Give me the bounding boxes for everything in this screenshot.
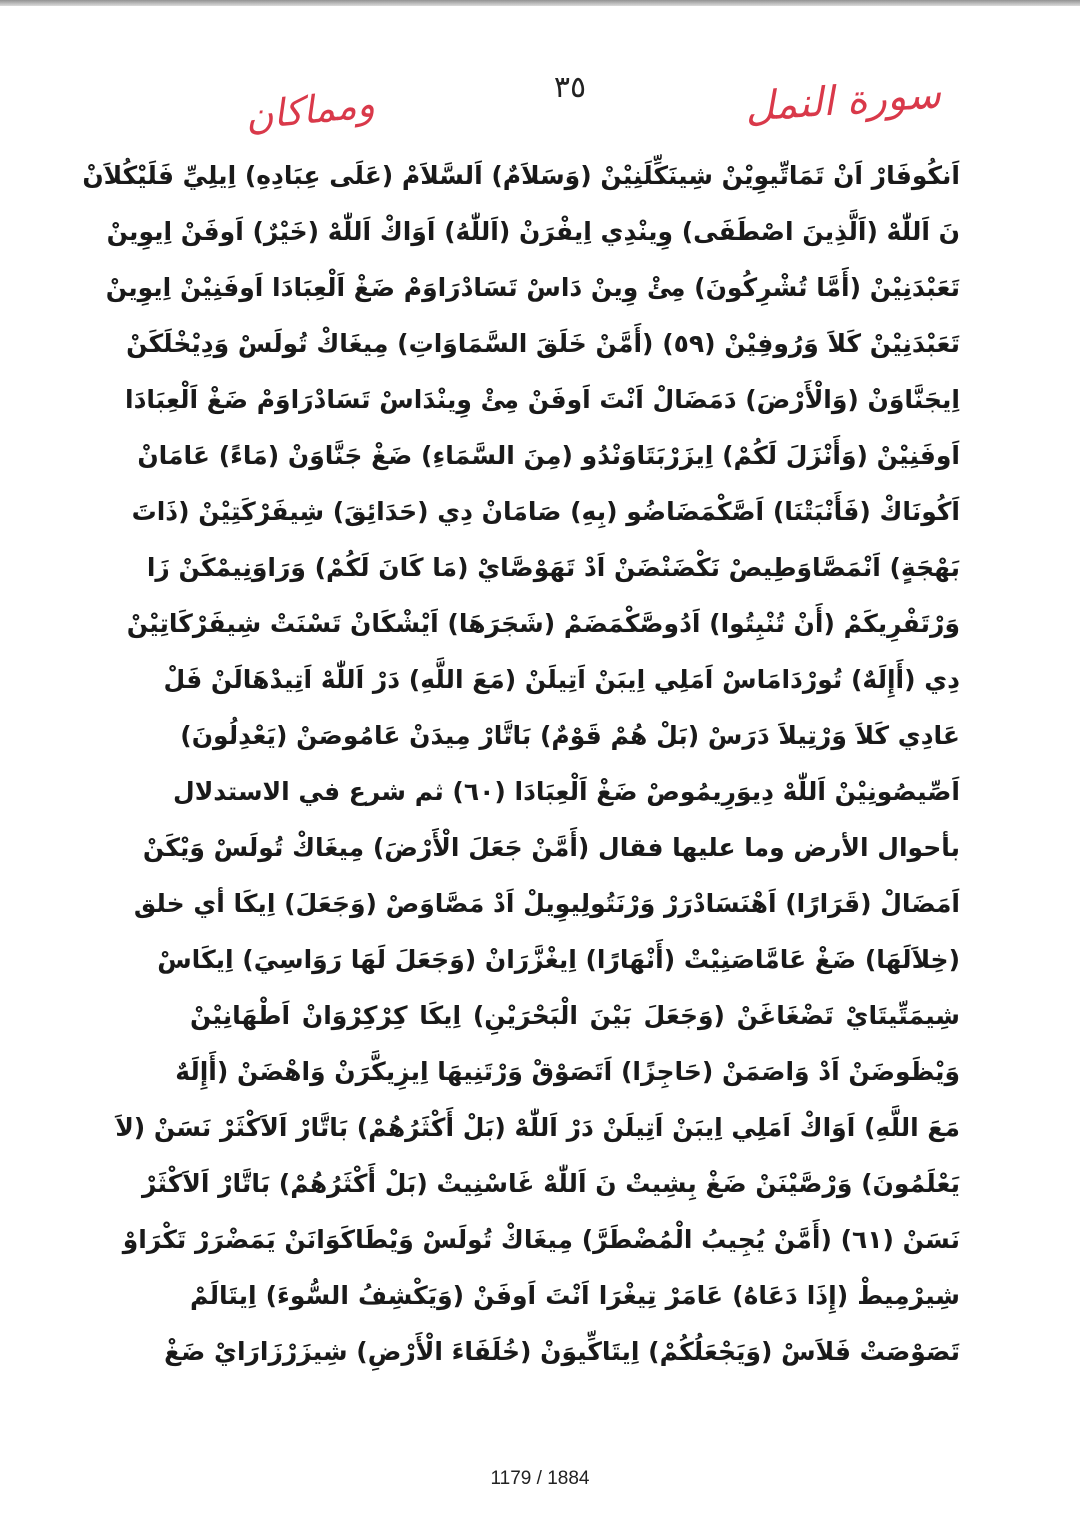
handwritten-annotation-left: ومماكان [243,81,377,139]
pagination-indicator: 1179 / 1884 [490,1468,590,1489]
text-line: عَادِي كَلاَ وَرْتِيلاَ دَرَسْ (بَلْ هُمْ قَوْمٌ) بَاتَّارْ مِيدَنْ عَامُوصَنْ (يَعْدِلُونَ) [180,721,960,750]
text-line: اِيجَنَّاوَنْ (وَالْأَرْضَ) دَمَضَالْ اَنْتَ اَوفَنْ مِئْ وِينْدَاسْ تَسَادْرَاوَمْ ضَغْ اَلْعِبَادَا [125,385,960,414]
text-line: نَسَنْ (٦١) (أَمَّنْ يُجِيبُ الْمُضْطَرَّ) مِيغَاكْ تُولَسْ وَيْطَاكَوَانَنْ يَمَضْرَرْ تَكْرَاوْ [122,1225,960,1254]
handwritten-annotation-surah: سورة النمل [743,71,943,131]
text-line: اَوفَنِيْنْ (وَأَنْزَلَ لَكُمْ) اِيزَرْبَتَاوَنْدُو (مِنَ السَّمَاءِ) ضَغْ جَنَّاوَنْ (مَاءً) عَامَانْ [137,441,960,470]
text-line: اَمَضَالْ (قَرَارًا) اَهْنَسَادْرَرْ وَرْنَتُولِيوِيلْ اَدْ مَصَّاوَصْ (وَجَعَلَ) اِيكَا أي خلق [133,889,960,918]
text-line: تَعَبْدَنِيْنْ كَلاَ وَرُوفِيْنْ (٥٩) (أَمَّنْ خَلَقَ السَّمَاوَاتِ) مِيغَاكْ تُولَسْ وَدِيْخْلَكَنْ [126,329,960,358]
text-line: اَكُونَاكْ (فَأَنْبَتْنَا) اَصَّكْمَضَاضُو (بِهِ) صَامَانْ دِي (حَدَائِقَ) شِيفَرْكَتِيْنْ (ذَاتَ [131,497,960,526]
text-line: وَيْظَوضَنْ اَدْ وَاصَمَنْ (حَاجِزًا) اَتَصَوْقْ وَرْتَنِيهَا اِيزِيكَّرَنْ وَاهْضَنْ (أَإِلَهٌ [175,1057,960,1086]
scan-top-edge [0,0,1080,6]
text-line: يَعْلَمُونَ) وَرْصَّيْنَنْ ضَغْ بِشِيتْ نَ اَللّٰهْ غَاسْنِيتْ (بَلْ أَكْثَرُهُمْ) بَاتَّارْ اَلاَكْثَرْ [141,1169,960,1198]
text-line: نَ اَللّٰهْ (اَلَّذِينَ اصْطَفَى) وِينْدِي اِيفْرَنْ (اَللّٰهُ) اَوَاكْ اَللّٰهْ (خَيْرٌ) اَوفَنْ اِيوِينْ [106,217,960,246]
text-line: تَعَبْدَنِيْنْ (أَمَّا تُشْرِكُونَ) مِئْ وِينْ دَاسْ تَسَادْرَاوَمْ ضَغْ اَلْعِبَادَا اَوفَنِيْنْ اِيوِينْ [105,273,960,302]
text-line: دِي (أَإِلَهٌ) تُورْدَامَاسْ اَمَلِي اِيبَنْ اَتِيلَنْ (مَعَ اللَّهِ) دَرْ اَللّٰهْ اَتِيدْهَالَنْ فَلْ [163,665,960,694]
text-line: مَعَ اللَّهِ) اَوَاكْ اَمَلِي اِيبَنْ اَتِيلَنْ دَرْ اَللّٰهْ (بَلْ أَكْثَرُهُمْ) بَاتَّارْ اَلاَكْثَرْ نَسَنْ (لاَ [115,1113,960,1142]
text-line: تَصَوْصَتْ فَلاَسْ (وَيَجْعَلُكُمْ) اِيتَاكِّيوَنْ (خُلَفَاءَ الْأَرْضِ) شِيزَرْزَارَايْ ضَغْ [164,1337,960,1366]
text-line: بَهْجَةٍ) اَنْمَصَّاوَطِيصْ نَكْضَنْضَنْ اَدْ تَهَوْصَّايْ (مَا كَانَ لَكُمْ) وَرَاوَنِيمْكَنْ زَا [146,553,960,582]
text-line: وَرْتَفْرِيكَمْ (أَنْ تُنْبِتُوا) اَدُوصَّكْمَضَمْ (شَجَرَهَا) اَيْشْكَانْ تَسْنَتْ شِيفَرْكَاتِيْنْ [126,609,960,638]
text-line: (خِلاَلَهَا) ضَغْ عَامَّاصَنِيْتْ (أَنْهَارًا) اِيغْزَّرَانْ (وَجَعَلَ لَهَا رَوَاسِيَ) اِيكَاسْ [157,945,960,974]
page-number: ٣٥ [553,70,587,105]
text-line: شِيرْمِيطْ (إِذَا دَعَاهُ) عَامَرْ تِيغْرَا اَنْتَ اَوفَنْ (وَيَكْشِفُ السُّوءَ) اِيتَالَمْ [190,1281,960,1310]
text-line: بأحوال الأرض وما عليها فقال (أَمَّنْ جَعَلَ الْأَرْضَ) مِيغَاكْ تُولَسْ وَيْكَنْ [142,833,960,862]
page-header [0,60,1080,150]
text-line: اَنكُوفَارْ اَنْ تَمَاتِّيوِيْنْ شِينَكِّلَنِيْنْ (وَسَلاَمٌ) اَلسَّلاَمْ (عَلَى عِبَادِهِ) اِيلِيِّ فَلَيْكُلاَنْ [82,161,960,190]
text-line: اَصِّيصُونِيْنْ اَللّٰهْ دِيوَرِيمُوصْ ضَغْ اَلْعِبَادَا (٦٠) ثم شرع في الاستدلال [173,777,960,806]
document-body [82,148,960,1380]
text-line: شِيمَتِّيتَايْ تَضْغَاغَنْ (وَجَعَلَ بَيْنَ الْبَحْرَيْنِ) اِيكَا كِرْكِرْوَانْ اَطْهَانِيْنْ [190,1001,960,1030]
